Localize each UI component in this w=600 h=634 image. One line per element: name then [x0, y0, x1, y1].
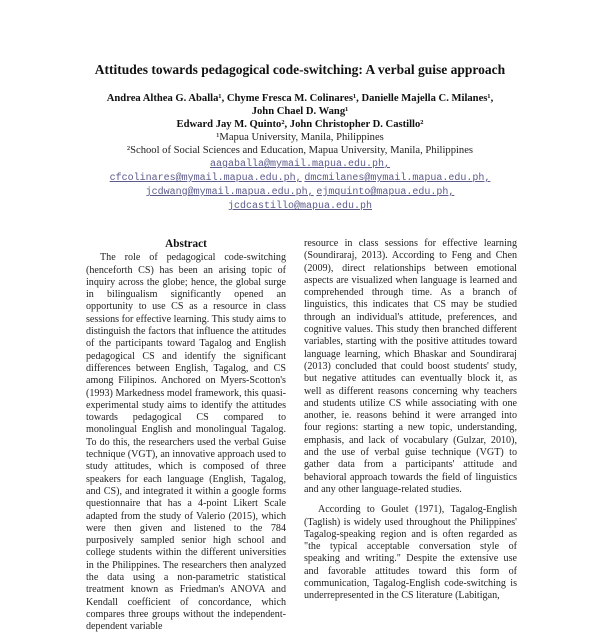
affiliation-1: ¹Mapua University, Manila, Philippines	[216, 132, 384, 143]
email-line-4	[40, 199, 560, 213]
abstract-text: The role of pedagogical code-switching (henceforth CS) has been an arising topic of inquiry across the globe; hence, the global surge in bilingualism significantly opened an opportunity to use CS as a resource in class sessions for effective learning. This study aims to distinguish the factors that influence the attitudes of the participants toward Tagalog and English pedagogical CS and identify the significant differences between English, Tagalog, and CS among Filipinos. Anchored on Myers-Scotton's (1993) Markedness model framework, this quasi-experimental study aims to identify the attitudes towards pedagogical CS compared to monolingual English and monolingual Tagalog. To do this, the researchers used the verbal Guise technique (VGT), an innovative approach used to study attitudes, which is composed of three speakers for each language (English, Tagalog, and CS), and integrated it within a google forms questionnaire that has a 4-point Likert Scale adapted from the study of Valerio (2015), which were then given and listened to the 784 purposively sampled senior high school and college students within the different universities in the Philippines. The researchers then analyzed the data using a non-parametric statistical treatment known as Friedman's ANOVA and Kendall coefficient of concordance, which compares three groups without the independent-dependent variable	[86, 252, 286, 633]
email-line-3	[40, 185, 560, 199]
email-link[interactable]: dmcmilanes@mymail.mapua.edu.ph,	[304, 173, 491, 184]
right-column	[304, 238, 517, 603]
email-line-1	[40, 157, 560, 171]
abstract-heading: Abstract	[165, 238, 207, 250]
email-line-2	[40, 171, 560, 185]
paper-header	[40, 92, 560, 213]
authors-line-3: Edward Jay M. Quinto², John Christopher D. Castillo²	[176, 119, 424, 130]
affiliation-2: ²School of Social Sciences and Education, Mapua University, Manila, Philippines	[126, 145, 474, 156]
email-link[interactable]: jcdwang@mymail.mapua.edu.ph,	[145, 187, 314, 198]
email-link[interactable]: ejmquinto@mapua.edu.ph,	[316, 187, 455, 198]
email-link[interactable]: cfcolinares@mymail.mapua.edu.ph,	[109, 173, 302, 184]
body-paragraph-1: resource in class sessions for effective learning (Soundiraraj, 2013). According to Feng and Chen (2009), direct relationships between emotional aspects are visualized when language is learned and comprehended through time. As a branch of linguistics, this indicates that CS may be studied through an individual's attitude, preferences, and cognitive values. This study then branched different variables, starting with the positive attitudes toward language learning, which Bhaskar and Soundiraraj (2013) concluded that could boost students' study, but negative attitudes can eventually block it, as well as different reasons concerning why teachers and students utilize CS while associating with one another, ie. reasons behind it were arranged into four regions: starting a new topic, understanding, emphasis, and lack of vocabulary (Gulzar, 2010), and the use of verbal guise technique (VGT) to gather data from a participants' attitude and behavioral approach towards the field of linguistics and any other language-related studies.	[304, 238, 517, 495]
email-link[interactable]: jcdcastillo@mapua.edu.ph	[227, 201, 373, 212]
authors-line-1: Andrea Althea G. Aballa¹, Chyme Fresca M. Colinares¹, Danielle Majella C. Milanes¹,	[106, 93, 494, 104]
body-paragraph-2: According to Goulet (1971), Tagalog-English (Taglish) is widely used throughout the Philippines' Tagalog-speaking region and is often regarded as "the typical acceptable conversation style of speaking and writing." Despite the extensive use and favorable attitudes toward this form of communication, Tagalog-English code-switching is underrepresented in the CS literature (Labitigan,	[304, 504, 517, 602]
paper-title: Attitudes towards pedagogical code-switching: A verbal guise approach	[94, 62, 506, 77]
authors-line-2: John Chael D. Wang¹	[251, 106, 349, 117]
email-link[interactable]: aagaballa@mymail.mapua.edu.ph,	[209, 159, 391, 170]
left-column	[86, 238, 286, 634]
